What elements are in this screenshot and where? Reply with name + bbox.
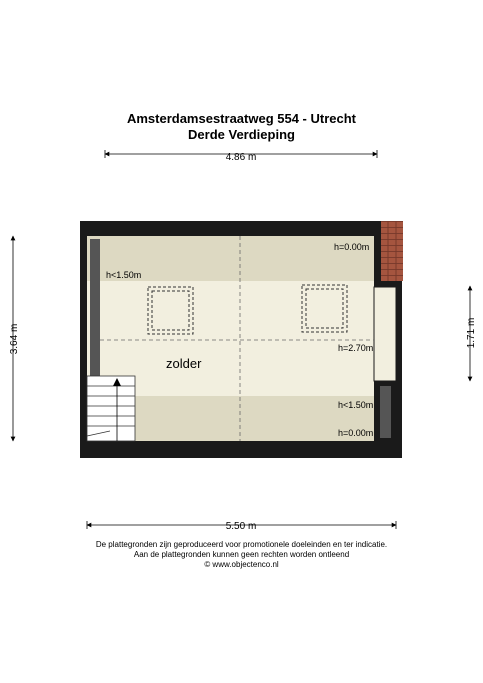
staircase bbox=[87, 376, 135, 441]
top-dimension-label: 4.86 m bbox=[225, 152, 257, 163]
dormer-alcove bbox=[374, 287, 396, 381]
bottom-dimension bbox=[87, 521, 396, 532]
right-dimension bbox=[466, 286, 477, 381]
left-dimension bbox=[9, 236, 20, 441]
room-label: zolder bbox=[166, 356, 202, 371]
plan-subtitle: Derde Verdieping bbox=[188, 127, 295, 142]
roof-tiles bbox=[381, 221, 403, 281]
knee-wall-left bbox=[90, 239, 100, 376]
right-dimension-label: 1.71 m bbox=[466, 317, 477, 349]
disclaimer-line-2: Aan de plattegronden kunnen geen rechten worden ontleend bbox=[133, 550, 350, 559]
knee-wall-right bbox=[380, 386, 391, 438]
disclaimer-line-1: De plattegronden zijn geproduceerd voor promotionele doeleinden en ter indicatie. bbox=[95, 540, 388, 549]
copyright-line: © www.objectenco.nl bbox=[204, 560, 279, 569]
height-label-top-right: h=0.00m bbox=[334, 242, 370, 252]
height-label-left: h<1.50m bbox=[106, 270, 142, 280]
left-dimension-label: 3.64 m bbox=[9, 323, 20, 355]
plan-title: Amsterdamsestraatweg 554 - Utrecht bbox=[126, 111, 357, 126]
height-label-bottom-right: h=0.00m bbox=[338, 428, 374, 438]
top-dimension bbox=[105, 150, 377, 163]
height-label-lower-right: h<1.50m bbox=[338, 400, 374, 410]
bottom-dimension-label: 5.50 m bbox=[225, 521, 257, 532]
height-label-middle-right: h=2.70m bbox=[338, 343, 374, 353]
